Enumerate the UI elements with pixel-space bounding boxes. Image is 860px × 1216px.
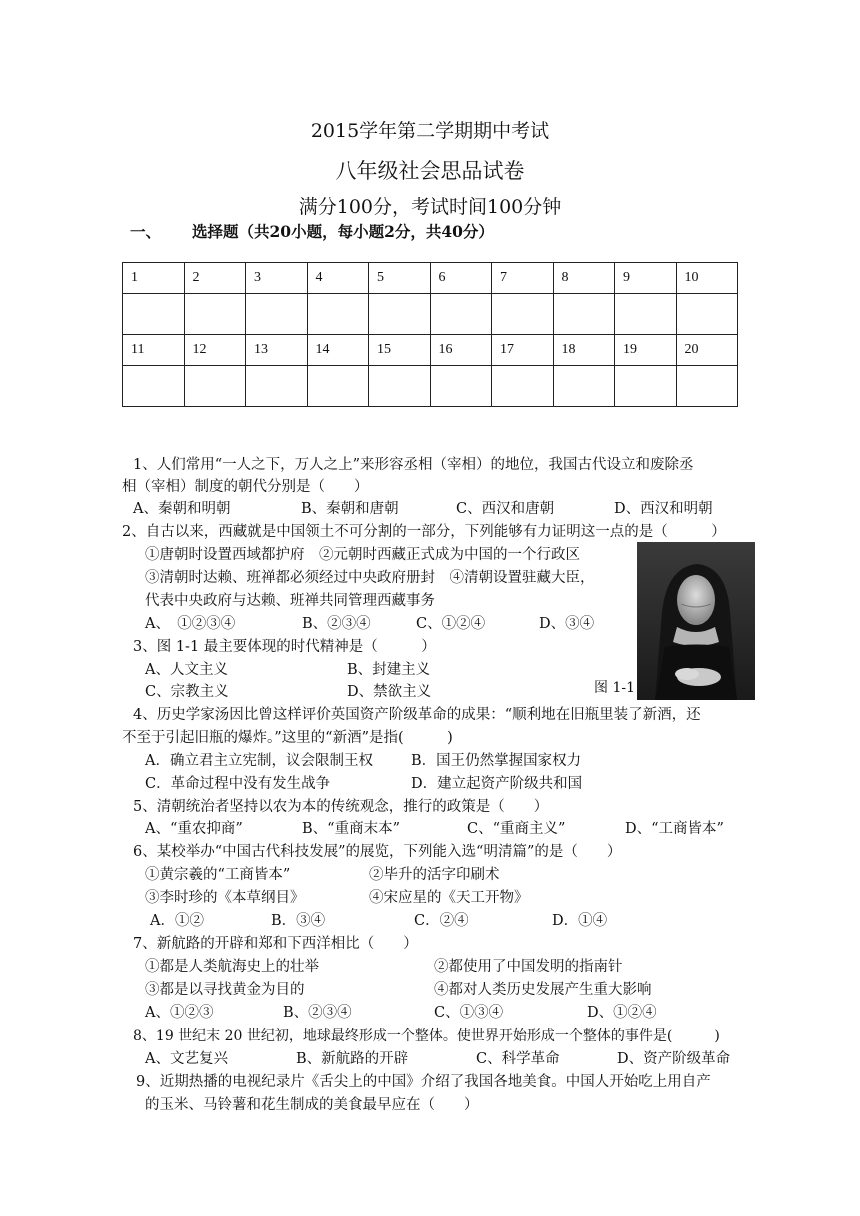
option: A、①②③: [145, 1005, 214, 1021]
answer-cell[interactable]: [615, 366, 677, 407]
statement: ①都是人类航海史上的壮举: [145, 959, 319, 975]
answer-cell[interactable]: [553, 294, 615, 335]
option: C、宗教主义: [145, 684, 229, 700]
question-8-text: 8、19 世纪末 20 世纪初，地球最终形成一个整体。使世界开始形成一个整体的事件是( ): [133, 1028, 720, 1044]
exam-info: 满分100分，考试时间100分钟: [298, 196, 562, 218]
option: A、人文主义: [145, 662, 228, 678]
question-4-text-cont: 不至于引起旧瓶的爆炸。”这里的“新酒”是指( ): [122, 730, 453, 746]
answer-cell[interactable]: [123, 294, 185, 335]
question-9-text-cont: 的玉米、马铃薯和花生制成的美食最早应在（ ）: [145, 1097, 479, 1113]
answer-cell[interactable]: [246, 294, 308, 335]
answer-cell[interactable]: [553, 366, 615, 407]
section-number: 一、: [130, 222, 162, 241]
answer-cell[interactable]: [492, 366, 554, 407]
option: A、“重农抑商”: [145, 821, 243, 837]
statement: ②都使用了中国发明的指南针: [434, 959, 623, 975]
answer-number: 20: [676, 335, 738, 366]
option: D．①④: [552, 913, 608, 929]
statement: ③李时珍的《本草纲目》: [145, 890, 305, 906]
answer-number: 11: [123, 335, 185, 366]
option: A、秦朝和明朝: [133, 501, 231, 517]
option: A、文艺复兴: [145, 1051, 228, 1067]
answer-number: 13: [246, 335, 308, 366]
option: C、科学革命: [476, 1051, 560, 1067]
answer-number: 8: [553, 263, 615, 294]
answer-number: 5: [369, 263, 431, 294]
answer-blank-row-1: [123, 294, 738, 335]
option: A．确立君主立宪制，议会限制王权: [145, 753, 373, 769]
answer-cell[interactable]: [430, 366, 492, 407]
option: D、③④: [539, 616, 595, 632]
question-1-text-cont: 相（宰相）制度的朝代分别是（ ）: [122, 479, 369, 495]
question-3-text: 3、图 1-1 最主要体现的时代精神是（ ）: [133, 639, 436, 655]
answer-cell[interactable]: [676, 366, 738, 407]
exam-subtitle: 八年级社会思品试卷: [335, 159, 525, 183]
answer-blank-row-2: [123, 366, 738, 407]
answer-number: 1: [123, 263, 185, 294]
answer-number: 19: [615, 335, 677, 366]
statement: ③清朝时达赖、班禅都必须经过中央政府册封 ④清朝设置驻藏大臣，: [145, 570, 595, 586]
option: A．①②: [150, 913, 204, 929]
answer-cell[interactable]: [430, 294, 492, 335]
answer-cell[interactable]: [676, 294, 738, 335]
statement: ④都对人类历史发展产生重大影响: [434, 982, 652, 998]
section-title: 选择题（共20小题，每小题2分，共40分）: [192, 222, 494, 241]
answer-number: 6: [430, 263, 492, 294]
answer-cell[interactable]: [307, 366, 369, 407]
answer-cell[interactable]: [123, 366, 185, 407]
statement: ①唐朝时设置西域都护府 ②元朝时西藏正式成为中国的一个行政区: [145, 547, 580, 563]
exam-title: 2015学年第二学期期中考试: [310, 120, 550, 142]
statement: 代表中央政府与达赖、班禅共同管理西藏事务: [145, 593, 435, 609]
question-6-text: 6、某校举办“中国古代科技发展”的展览，下列能入选“明清篇”的是（ ）: [133, 844, 622, 860]
option: B、②③④: [283, 1005, 352, 1021]
question-1-text: 1、人们常用“一人之下，万人之上”来形容丞相（宰相）的地位，我国古代设立和废除丞: [133, 457, 694, 473]
answer-number: 16: [430, 335, 492, 366]
answer-cell[interactable]: [369, 294, 431, 335]
statement: ③都是以寻找黄金为目的: [145, 982, 305, 998]
statement: ④宋应星的《天工开物》: [369, 890, 529, 906]
option: C、①②④: [416, 616, 486, 632]
option: C、①③④: [434, 1005, 504, 1021]
option: D．建立起资产阶级共和国: [411, 776, 583, 792]
option: C．②④: [414, 913, 469, 929]
section-heading: [130, 220, 494, 242]
option: D、①②④: [587, 1005, 657, 1021]
option: B、秦朝和唐朝: [301, 501, 399, 517]
option: A、 ①②③④: [145, 616, 236, 632]
option: D、资产阶级革命: [617, 1051, 731, 1067]
option: B、新航路的开辟: [296, 1051, 409, 1067]
answer-number: 17: [492, 335, 554, 366]
question-2-text: 2、自古以来，西藏就是中国领土不可分割的一部分，下列能够有力证明这一点的是（ ）: [122, 524, 726, 540]
option: C、西汉和唐朝: [456, 501, 555, 517]
answer-number: 7: [492, 263, 554, 294]
answer-number: 18: [553, 335, 615, 366]
answer-number: 14: [307, 335, 369, 366]
answer-cell[interactable]: [369, 366, 431, 407]
mona-lisa-icon: [637, 542, 755, 700]
answer-cell[interactable]: [615, 294, 677, 335]
option: D、禁欲主义: [347, 684, 432, 700]
option: C．革命过程中没有发生战争: [145, 776, 331, 792]
option: C、“重商主义”: [467, 821, 566, 837]
answer-number: 15: [369, 335, 431, 366]
option: B、②③④: [302, 616, 371, 632]
statement: ②毕升的活字印刷术: [369, 867, 500, 883]
answer-cell[interactable]: [246, 366, 308, 407]
answer-table: [122, 262, 738, 407]
question-9-text: 9、近期热播的电视纪录片《舌尖上的中国》介绍了我国各地美食。中国人开始吃上用自产: [136, 1074, 711, 1090]
answer-number: 3: [246, 263, 308, 294]
answer-header-row-1: [123, 263, 738, 294]
answer-number: 4: [307, 263, 369, 294]
answer-cell[interactable]: [184, 294, 246, 335]
option: B、封建主义: [347, 662, 431, 678]
statement: ①黄宗羲的“工商皆本”: [145, 867, 291, 883]
option: B、“重商末本”: [302, 821, 400, 837]
option: B．③④: [271, 913, 326, 929]
answer-header-row-2: [123, 335, 738, 366]
answer-number: 9: [615, 263, 677, 294]
answer-cell[interactable]: [492, 294, 554, 335]
answer-number: 12: [184, 335, 246, 366]
option: D、西汉和明朝: [614, 501, 713, 517]
figure-label: 图 1-1: [594, 680, 635, 696]
question-4-text: 4、历史学家汤因比曾这样评价英国资产阶级革命的成果：“顺利地在旧瓶里装了新酒，还: [133, 707, 701, 723]
question-5-text: 5、清朝统治者坚持以农为本的传统观念，推行的政策是（ ）: [133, 799, 549, 815]
question-7-text: 7、新航路的开辟和郑和下西洋相比（ ）: [133, 936, 418, 952]
answer-number: 10: [676, 263, 738, 294]
answer-cell[interactable]: [184, 366, 246, 407]
option: B．国王仍然掌握国家权力: [411, 753, 582, 769]
answer-number: 2: [184, 263, 246, 294]
answer-cell[interactable]: [307, 294, 369, 335]
option: D、“工商皆本”: [625, 821, 724, 837]
